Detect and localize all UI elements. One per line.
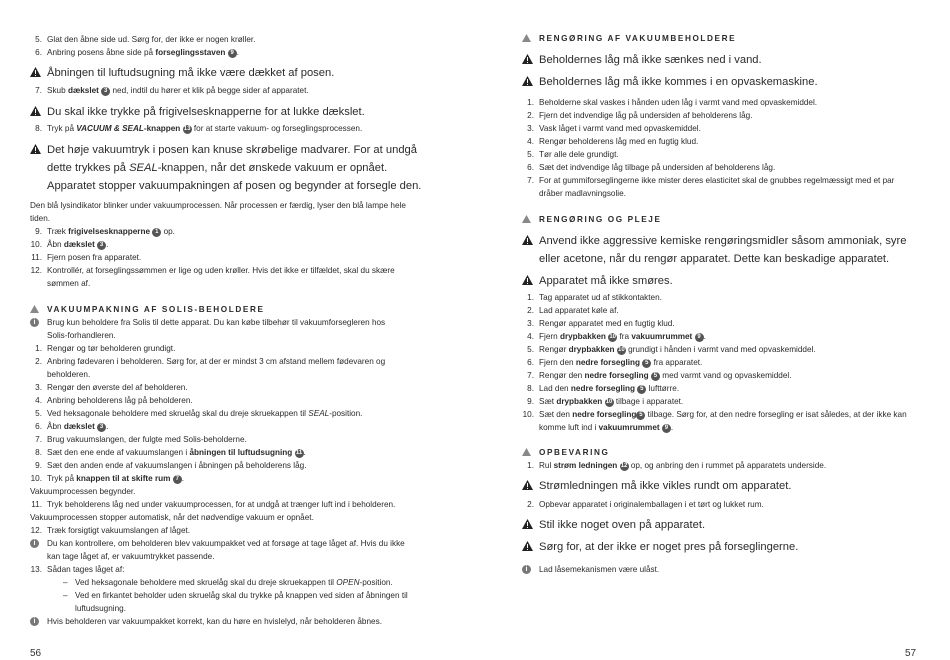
- part-number-badge: 3: [97, 423, 106, 432]
- info-note-hiss: i Hvis beholderen var vakuumpakket korrekt, kan du høre en hvislelyd, når beholderen åbnes.: [30, 615, 452, 628]
- container-step-11: 11. Tryk beholderens låg ned under vakuumprocessen, for at undgå at trænger luft ind i beholderen.: [31, 500, 396, 509]
- step-10: 10. Åbn dækslet 3 .: [30, 240, 109, 249]
- dash-item-square: – Ved en firkantet beholder uden skruelåg skal du trykke på knappen ved siden af åbningen til: [63, 591, 408, 600]
- warning-icon: [522, 235, 533, 245]
- section-triangle-icon: [30, 305, 39, 313]
- care-step-3: 3. Rengør apparatet med en fugtig klud.: [527, 319, 675, 328]
- info-icon: i: [30, 539, 39, 548]
- part-number-badge: 5: [637, 385, 646, 394]
- part-number-badge: 5: [636, 411, 645, 420]
- warning-icon: [30, 106, 41, 116]
- warning-icon: [30, 67, 41, 77]
- info-note: i Brug kun beholdere fra Solis til dette apparat. Du kan købe tilbehør til vakuumforsegleren hos: [30, 316, 452, 329]
- section-heading: OPBEVARING: [522, 446, 922, 459]
- info-note-lid: i Du kan kontrollere, om beholderen blev vakuumpakket ved at forsøge at tage låget af. Hvis du ikke: [30, 537, 452, 550]
- care-step-5: 5. Rengør drypbakken 10 grundigt i hånden i varmt vand med opvaskemiddel.: [527, 345, 816, 354]
- part-number-badge: 9: [662, 424, 671, 433]
- part-number-badge: 5: [642, 359, 651, 368]
- part-number-badge: 11: [295, 450, 303, 456]
- part-number-badge: 10: [605, 399, 613, 405]
- cleaning-step-7-cont: dråber madlavningsolie.: [539, 189, 626, 198]
- step-8: 8. Tryk på VACUUM & SEAL-knappen 13 for at starte vakuum- og forseglingsprocessen.: [35, 124, 363, 133]
- part-number-badge: 5: [651, 372, 660, 381]
- section-heading: VAKUUMPAKNING AF SOLIS-BEHOLDERE: [30, 303, 452, 316]
- page-number-right: 57: [905, 648, 917, 659]
- part-number-badge: 9: [228, 49, 237, 58]
- step-11: 11. Fjern posen fra apparatet.: [31, 253, 142, 262]
- container-step-4: 4. Anbring beholderens låg på beholderen.: [35, 396, 193, 405]
- care-step-6: 6. Fjern den nedre forsegling 5 fra apparatet.: [527, 358, 703, 367]
- paragraph-blue-light-cont: tiden.: [30, 214, 51, 223]
- container-step-3: 3. Rengør den øverste del af beholderen.: [35, 383, 188, 392]
- warning-icon: [522, 519, 533, 529]
- step-12: 12. Kontrollér, at forseglingssømmen er lige og uden krøller. Hvis det ikke er tilfældet, skal du skære: [30, 266, 395, 275]
- info-note-lock: i Lad låsemekanismen være ulåst.: [522, 563, 922, 576]
- info-note-cont: Solis-forhandleren.: [47, 331, 116, 340]
- warning-icon: [522, 54, 533, 64]
- care-step-8: 8. Lad den nedre forsegling 5 lufttørre.: [527, 384, 680, 393]
- cleaning-step-6: 6. Sæt det indvendige låg tilbage på undersiden af beholderens låg.: [527, 163, 776, 172]
- warning-vacuum-line2: dette trykkes på SEAL-knappen, når det ønskede vakuum er opnået.: [47, 162, 388, 174]
- care-step-4: 4. Fjern drypbakken 10 fra vakuumrummet 9 .: [527, 332, 706, 341]
- section-heading: RENGØRING AF VAKUUMBEHOLDERE: [522, 32, 922, 45]
- step-9: 9. Træk frigivelsesknapperne 1 op.: [35, 227, 175, 236]
- warning-nothing-on-top: Stil ikke noget oven på apparatet.: [522, 516, 922, 534]
- section-triangle-icon: [522, 448, 531, 456]
- container-step-5: 5. Ved heksagonale beholdere med skruelåg skal du dreje skruekappen til SEAL-position.: [35, 409, 363, 418]
- info-icon: i: [30, 318, 39, 327]
- part-number-badge: 9: [695, 333, 704, 342]
- container-step-2: 2. Anbring fødevaren i beholderen. Sørg for, at der er mindst 3 cm afstand mellem fødevaren og: [35, 357, 386, 366]
- care-step-9: 9. Sæt drypbakken 10 tilbage i apparatet.: [527, 397, 684, 406]
- step-12-cont: sømmen af.: [47, 279, 91, 288]
- warning-release-buttons: Du skal ikke trykke på frigivelsesknapperne for at lukke dækslet.: [30, 103, 452, 121]
- page-number-left: 56: [30, 648, 42, 659]
- section-triangle-icon: [522, 34, 531, 42]
- warning-vacuum-line3: Apparatet stopper vakuumpakningen af posen og begynder at forsegle den.: [47, 180, 422, 192]
- storage-step-2: 2. Opbevar apparatet i originalemballagen i et tørt og lukket rum.: [527, 500, 764, 509]
- container-step-13: 13. Sådan tages låget af:: [30, 565, 125, 574]
- warning-icon: [30, 144, 41, 154]
- container-step-9: 9. Sæt den anden ende af vakuumslangen i åbningen på beholderens låg.: [35, 461, 307, 470]
- part-number-badge: 7: [173, 475, 182, 484]
- warning-vacuum-line1: Det høje vakuumtryk i posen kan knuse skrøbelige madvarer. For at undgå: [30, 141, 452, 159]
- container-step-8: 8. Sæt den ene ende af vakuumslangen i åbningen til luftudsugning 11.: [35, 448, 306, 457]
- step-6: 6. Anbring posens åbne side på forseglingsstaven 9 .: [35, 48, 239, 57]
- part-number-badge: 13: [183, 126, 191, 132]
- warning-icon: [522, 275, 533, 285]
- part-number-badge: 1: [152, 228, 161, 237]
- care-step-2: 2. Lad apparatet køle af.: [527, 306, 619, 315]
- section-triangle-icon: [522, 215, 531, 223]
- warning-icon: [522, 541, 533, 551]
- storage-step-1: 1. Rul strøm ledningen 12 op, og anbring den i rummet på apparatets underside.: [527, 461, 827, 470]
- warning-chemicals-line1: Anvend ikke aggressive kemiske rengøringsmidler såsom ammoniak, syre: [522, 232, 922, 250]
- cleaning-step-5: 5. Tør alle dele grundigt.: [527, 150, 619, 159]
- part-number-badge: 12: [620, 463, 628, 469]
- warning-dishwasher: Beholdernes låg må ikke kommes i en opvaskemaskine.: [522, 73, 922, 91]
- care-step-10: 10. Sæt den nedre forsegling 5 tilbage. Sørg for, at den nedre forsegling er isat således, at der ikke kan: [522, 410, 907, 419]
- part-number-badge: 10: [609, 334, 617, 340]
- paragraph-vacuum-stops: Vakuumprocessen stopper automatisk, når det nødvendige vakuum er opnået.: [30, 513, 314, 522]
- paragraph-blue-light: Den blå lysindikator blinker under vakuumprocessen. Når processen er færdig, lyser den blå lampe hele: [30, 201, 406, 210]
- part-number-badge: 10: [618, 347, 625, 353]
- paragraph-vacuum-begins: Vakuumprocessen begynder.: [30, 487, 136, 496]
- warning-icon: [522, 76, 533, 86]
- container-step-7: 7. Brug vakuumslangen, der fulgte med Solis-beholderne.: [35, 435, 247, 444]
- cleaning-step-4: 4. Rengør beholderens låg med en fugtig klud.: [527, 137, 699, 146]
- care-step-1: 1. Tag apparatet ud af stikkontakten.: [527, 293, 662, 302]
- warning-no-pressure: Sørg for, at der ikke er noget pres på forseglingerne.: [522, 538, 922, 556]
- cleaning-step-1: 1. Beholderne skal vaskes i hånden uden låg i varmt vand med opvaskemiddel.: [527, 98, 818, 107]
- step-7: 7. Skub dækslet 3 ned, indtil du hører et klik på begge sider af apparatet.: [35, 86, 309, 95]
- container-step-10: 10. Tryk på knappen til at skifte rum 7 .: [30, 474, 185, 483]
- warning-icon: [522, 480, 533, 490]
- cleaning-step-2: 2. Fjern det indvendige låg på undersiden af beholderens låg.: [527, 111, 753, 120]
- care-step-7: 7. Rengør den nedre forsegling 5 med varmt vand og opvaskemiddel.: [527, 371, 792, 380]
- part-number-badge: 3: [101, 87, 110, 96]
- warning-airflow: Åbningen til luftudsugning må ikke være dækket af posen.: [30, 64, 452, 82]
- section-heading: RENGØRING OG PLEJE: [522, 213, 922, 226]
- part-number-badge: 3: [97, 241, 106, 250]
- info-note-lid-cont: kan tage låget af, er vakuumtrykket passende.: [47, 552, 215, 561]
- care-step-10-cont: komme luft ind i vakuumrummet 9 .: [539, 423, 674, 432]
- cleaning-step-7: 7. For at gummiforseglingerne ikke mister deres elasticitet skal de gnubbes regelmæssigt med et par: [527, 176, 895, 185]
- container-step-1: 1. Rengør og tør beholderen grundigt.: [35, 344, 176, 353]
- cleaning-step-3: 3. Vask låget i varmt vand med opvaskemiddel.: [527, 124, 701, 133]
- warning-lubricate: Apparatet må ikke smøres.: [522, 272, 922, 290]
- container-step-6: 6. Åbn dækslet 3 .: [35, 422, 109, 431]
- warning-cord: Strømledningen må ikke vikles rundt om apparatet.: [522, 477, 922, 495]
- warning-chemicals-line2: eller acetone, når du rengør apparatet. Dette kan beskadige apparatet.: [539, 253, 890, 265]
- container-step-2-cont: beholderen.: [47, 370, 91, 379]
- dash-item-square-cont: luftudsugning.: [75, 604, 126, 613]
- info-icon: i: [30, 617, 39, 626]
- container-step-12: 12. Træk forsigtigt vakuumslangen af låget.: [30, 526, 191, 535]
- dash-item-hexagonal: – Ved heksagonale beholdere med skruelåg skal du dreje skruekappen til OPEN-position.: [63, 578, 393, 587]
- warning-water: Beholdernes låg må ikke sænkes ned i vand.: [522, 51, 922, 69]
- info-icon: i: [522, 565, 531, 574]
- step-5: 5. Glat den åbne side ud. Sørg for, der ikke er nogen krøller.: [35, 35, 256, 44]
